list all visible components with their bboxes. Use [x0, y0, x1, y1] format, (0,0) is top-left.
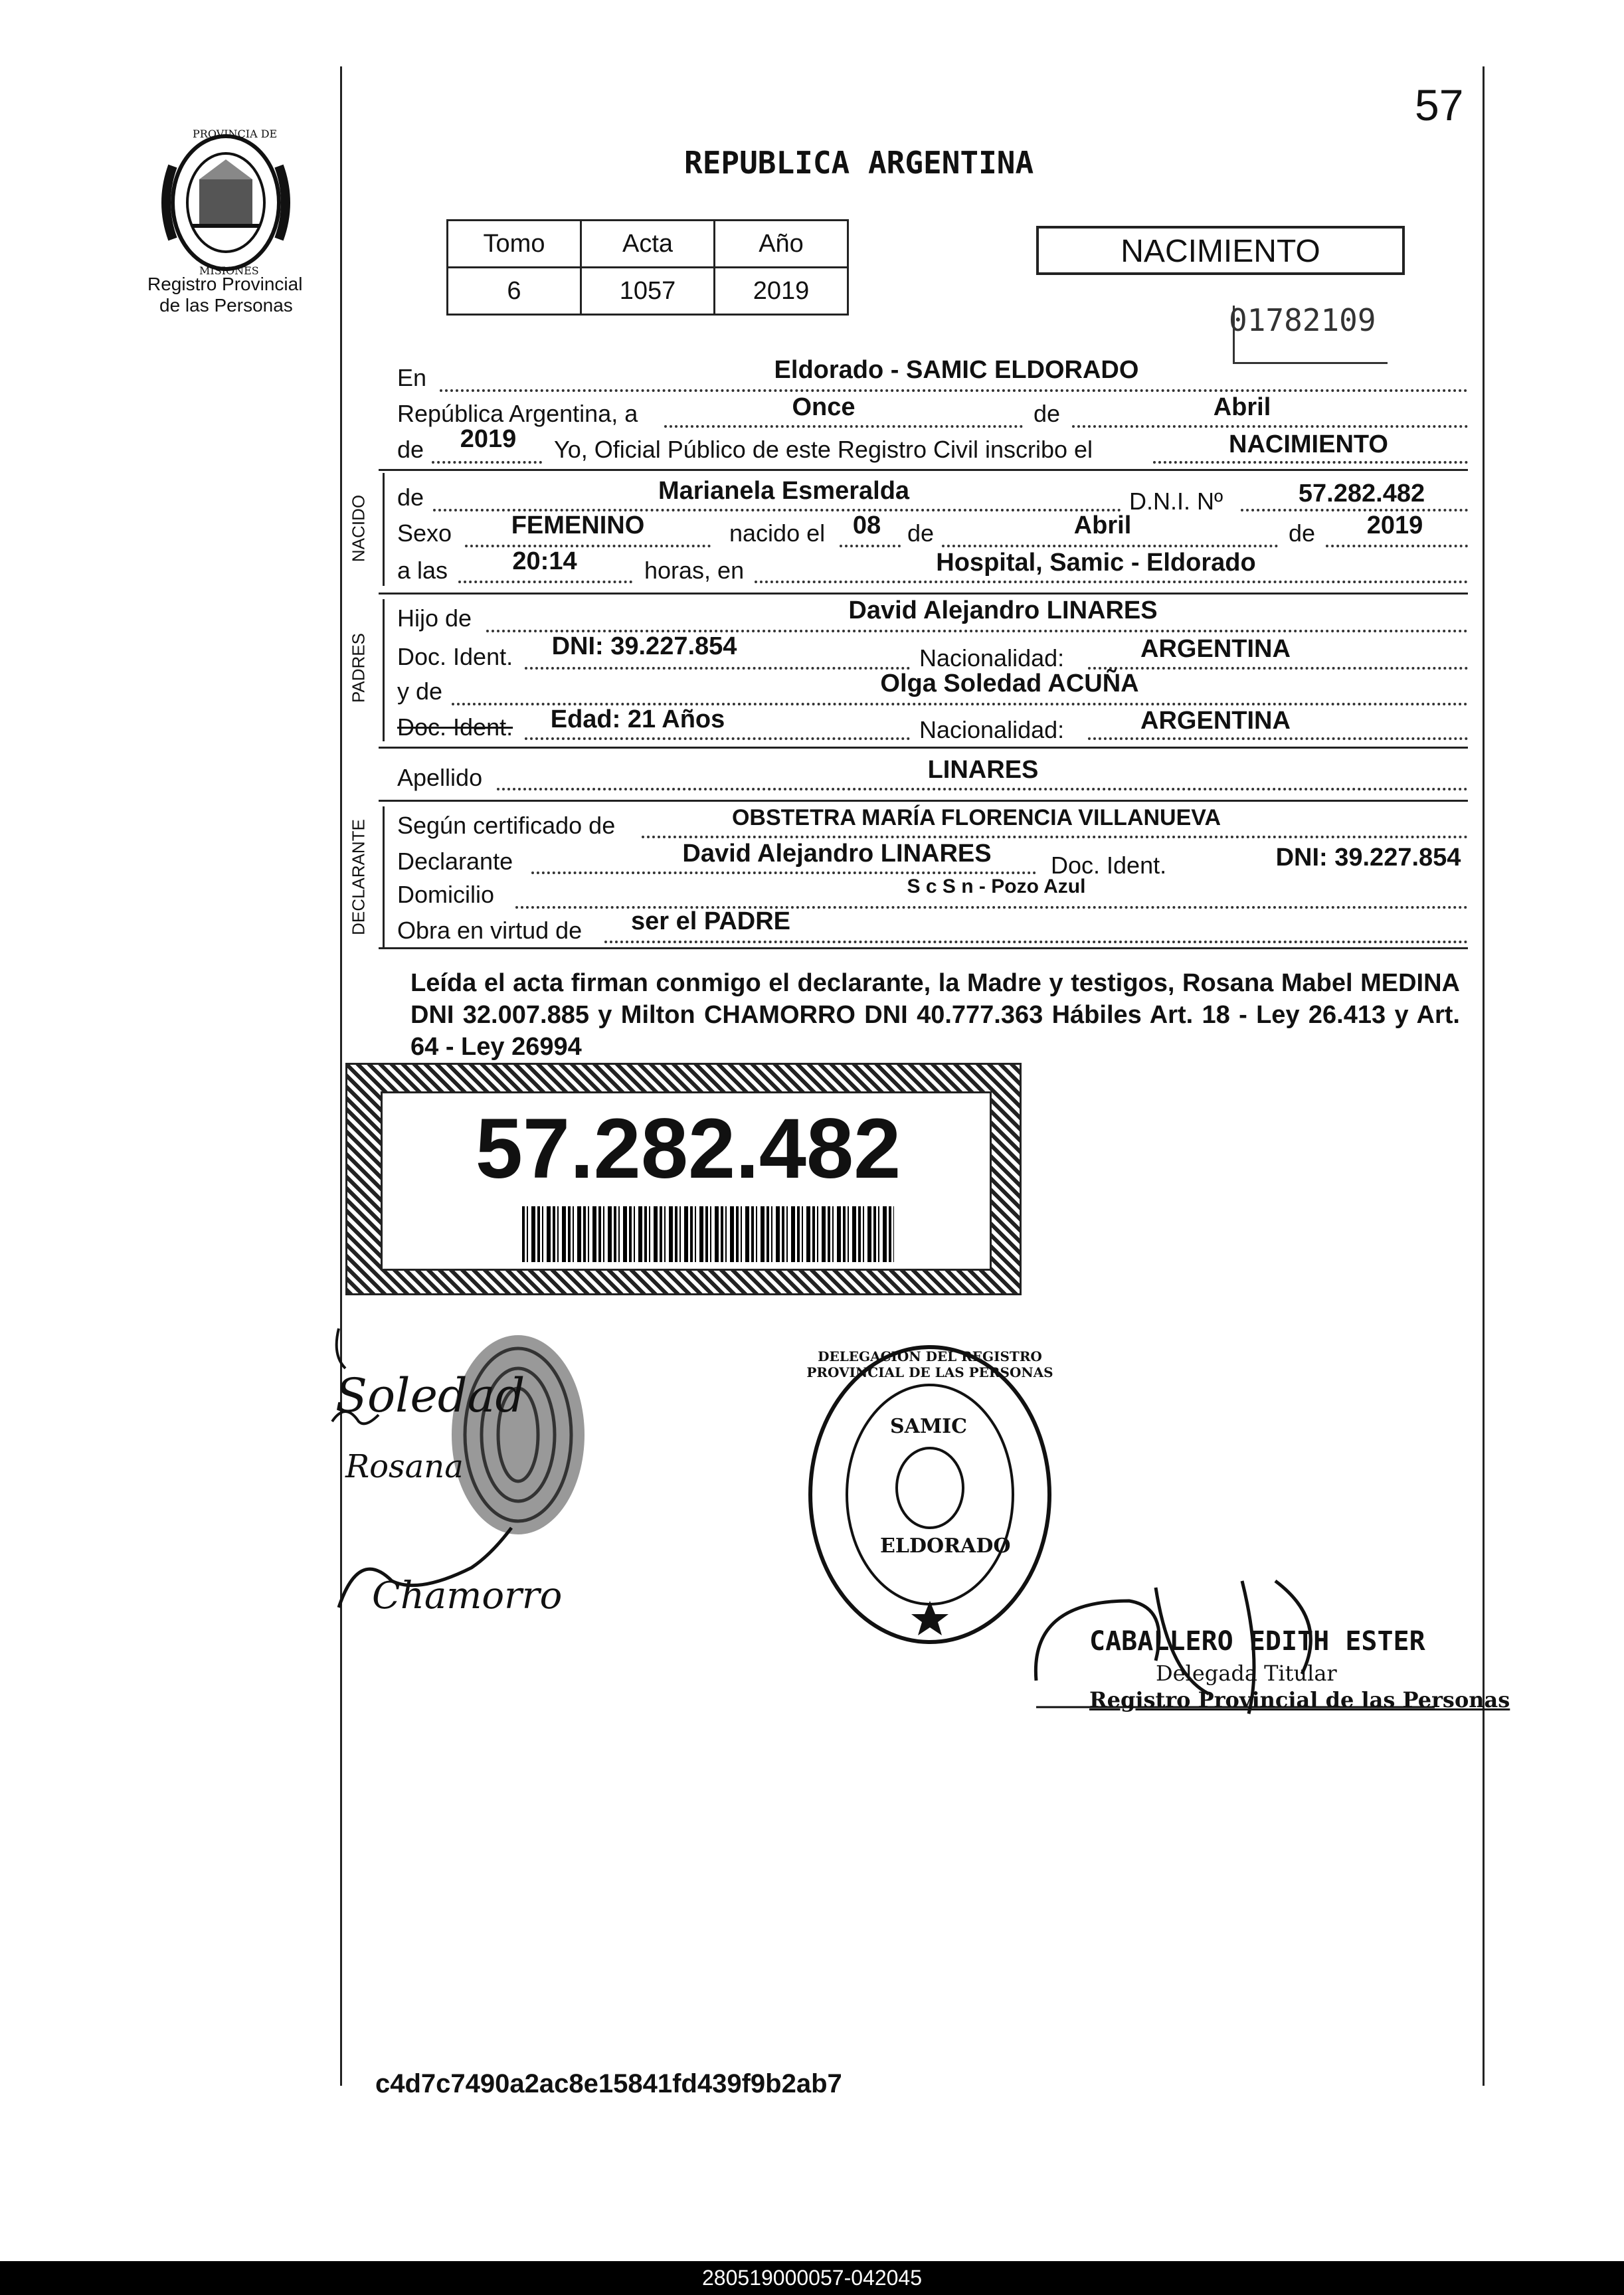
dni-label: D.N.I. Nº: [1129, 488, 1223, 515]
dotted-line: [458, 581, 632, 583]
table-cell: 6: [448, 268, 581, 315]
father-doc: DNI: 39.227.854: [551, 632, 737, 660]
section-label-declarante: DECLARANTE: [348, 819, 369, 935]
birth-day: 08: [852, 511, 881, 539]
dotted-line: [1072, 425, 1468, 428]
mother-nationality: ARGENTINA: [1140, 707, 1291, 735]
stamp-inner-top: SAMIC: [890, 1415, 968, 1438]
cert-value: OBSTETRA MARÍA FLORENCIA VILLANUEVA: [731, 805, 1221, 830]
nacionalidad-label: Nacionalidad:: [919, 644, 1065, 672]
place-value: Eldorado - SAMIC ELDORADO: [774, 356, 1139, 384]
barcode: [522, 1206, 894, 1262]
id-label-sticker: [345, 1063, 1022, 1295]
registry-stamp: [804, 1342, 1056, 1647]
declarante-label: Declarante: [397, 848, 513, 875]
fingerprint: [452, 1335, 585, 1534]
nacionalidad-label-2: Nacionalidad:: [919, 716, 1065, 743]
record-type-box: [1036, 226, 1405, 275]
stamp-icon: [804, 1342, 1056, 1647]
page-title: REPUBLICA ARGENTINA: [684, 145, 1034, 181]
table-cell: 2019: [715, 268, 848, 315]
dotted-line: [755, 581, 1468, 583]
divider: [379, 800, 1468, 802]
de2-label: de: [397, 436, 424, 463]
divider: [379, 747, 1468, 749]
logo-seal-top: PROVINCIA DE: [193, 128, 278, 140]
a-las-label: a las: [397, 557, 448, 584]
table-row: [448, 268, 848, 315]
dotted-line: [664, 425, 1023, 428]
signature-1: Soledad: [335, 1368, 525, 1423]
birth-year: 2019: [1366, 511, 1423, 539]
serial-bracket: [1233, 306, 1388, 364]
sexo-label: Sexo: [397, 519, 452, 547]
section-bar: [383, 473, 385, 586]
record-table: [446, 219, 849, 316]
divider: [379, 947, 1468, 949]
nacido-de-label-3: de: [1289, 519, 1316, 547]
birth-month: Abril: [1073, 511, 1132, 539]
stamp-inner-bottom: ELDORADO: [880, 1534, 1011, 1558]
dotted-line: [1326, 545, 1468, 547]
dotted-line: [642, 836, 1468, 838]
birth-place: Hospital, Samic - Eldorado: [936, 549, 1256, 577]
horas-label: horas, en: [644, 557, 745, 584]
act-type-value: NACIMIENTO: [1229, 430, 1388, 458]
record-type: NACIMIENTO: [1121, 234, 1320, 269]
right-margin-line: [1483, 66, 1485, 2086]
month-value: Abril: [1213, 393, 1271, 421]
father-nationality: ARGENTINA: [1140, 635, 1291, 663]
nacido-de-label-2: de: [907, 519, 935, 547]
dotted-line: [531, 872, 1036, 874]
signature-2: Rosana: [345, 1448, 464, 1485]
official-name: CABALLERO EDITH ESTER: [1089, 1626, 1425, 1657]
signature-3: Chamorro: [372, 1574, 563, 1617]
oficial-text: Yo, Oficial Público de este Registro Civil inscribo el: [554, 436, 1093, 463]
official-role: Delegada Titular: [1156, 1661, 1337, 1686]
dotted-line: [1153, 461, 1468, 464]
province-logo: [153, 126, 299, 279]
child-name: Marianela Esmeralda: [658, 477, 910, 505]
y-de-label: y de: [397, 678, 443, 705]
doc-label-struck: Doc. Ident.: [397, 713, 513, 741]
doc-label: Doc. Ident.: [397, 643, 513, 670]
misiones-seal-icon: [153, 126, 299, 279]
domicilio-label: Domicilio: [397, 881, 495, 908]
dotted-line: [840, 545, 901, 547]
cert-label: Según certificado de: [397, 812, 616, 839]
dotted-line: [440, 389, 1468, 392]
serial-number: 01782109: [1229, 302, 1376, 338]
declarante-doc: DNI: 39.227.854: [1275, 844, 1461, 872]
document-hash: c4d7c7490a2ac8e15841fd439f9b2ab7: [375, 2069, 842, 2098]
dotted-line: [497, 788, 1468, 790]
nacido-el-label: nacido el: [729, 519, 826, 547]
table-header: Tomo: [448, 221, 581, 268]
table-row: [448, 221, 848, 268]
apellido-value: LINARES: [927, 756, 1039, 784]
mother-name: Olga Soledad ACUÑA: [880, 670, 1139, 697]
closing-text: Leída el acta firman conmigo el declarante, la Madre y testigos, Rosana Mabel MEDINA DNI 32.007.885 y Milton CHAMORRO DNI 40.777.363 Hábiles Art. 18 - Ley 26.413 y Art. 64 - Ley 26994: [410, 969, 1460, 1061]
section-label-nacido: NACIDO: [348, 494, 369, 563]
id-label-inner: [381, 1091, 992, 1271]
obra-label: Obra en virtud de: [397, 917, 583, 944]
logo-seal-bottom: MISIONES: [199, 264, 259, 277]
de-label: de: [1034, 400, 1061, 427]
table-header: Año: [715, 221, 848, 268]
stamp-ring-text: DELEGACION DEL REGISTRO PROVINCIAL DE LAS PERSONAS: [806, 1348, 1053, 1380]
dotted-line: [525, 737, 910, 740]
domicilio-value: S c S n - Pozo Azul: [907, 875, 1086, 897]
table-cell: 1057: [581, 268, 715, 315]
footer-bar: [0, 2261, 1624, 2295]
logo-caption-1: Registro Provincial: [147, 274, 303, 294]
section-label-padres: PADRES: [348, 633, 369, 703]
birth-time: 20:14: [512, 547, 577, 575]
declarante-doc-label: Doc. Ident.: [1051, 852, 1167, 879]
sexo-value: FEMENINO: [511, 511, 645, 539]
nacido-de-label: de: [397, 484, 424, 511]
hijo-de-label: Hijo de: [397, 604, 472, 632]
day-value: Once: [792, 393, 856, 421]
year-value: 2019: [460, 425, 517, 453]
dotted-line: [604, 941, 1468, 943]
id-number: 57.282.482: [475, 1101, 901, 1196]
dotted-line: [1088, 737, 1468, 740]
obra-value: ser el PADRE: [630, 907, 791, 935]
dotted-line: [942, 545, 1278, 547]
section-bar: [383, 599, 385, 741]
dotted-line: [432, 461, 542, 464]
father-name: David Alejandro LINARES: [848, 597, 1158, 624]
section-bar: [383, 806, 385, 949]
left-margin-line: [340, 66, 342, 2086]
divider: [379, 593, 1468, 595]
child-dni: 57.282.482: [1298, 480, 1425, 507]
republica-label: República Argentina, a: [397, 400, 638, 427]
apellido-label: Apellido: [397, 764, 483, 791]
signature-mark: [337, 1329, 345, 1368]
logo-caption-2: de las Personas: [159, 295, 293, 316]
official-office: Registro Provincial de las Personas: [1089, 1687, 1510, 1712]
mother-age: Edad: 21 Años: [550, 705, 725, 733]
en-label: En: [397, 364, 427, 391]
footer-code: 280519000057-042045: [702, 2266, 922, 2290]
table-header: Acta: [581, 221, 715, 268]
divider: [379, 469, 1468, 471]
page-number: 57: [1415, 80, 1464, 130]
declarante-name: David Alejandro LINARES: [682, 840, 992, 868]
